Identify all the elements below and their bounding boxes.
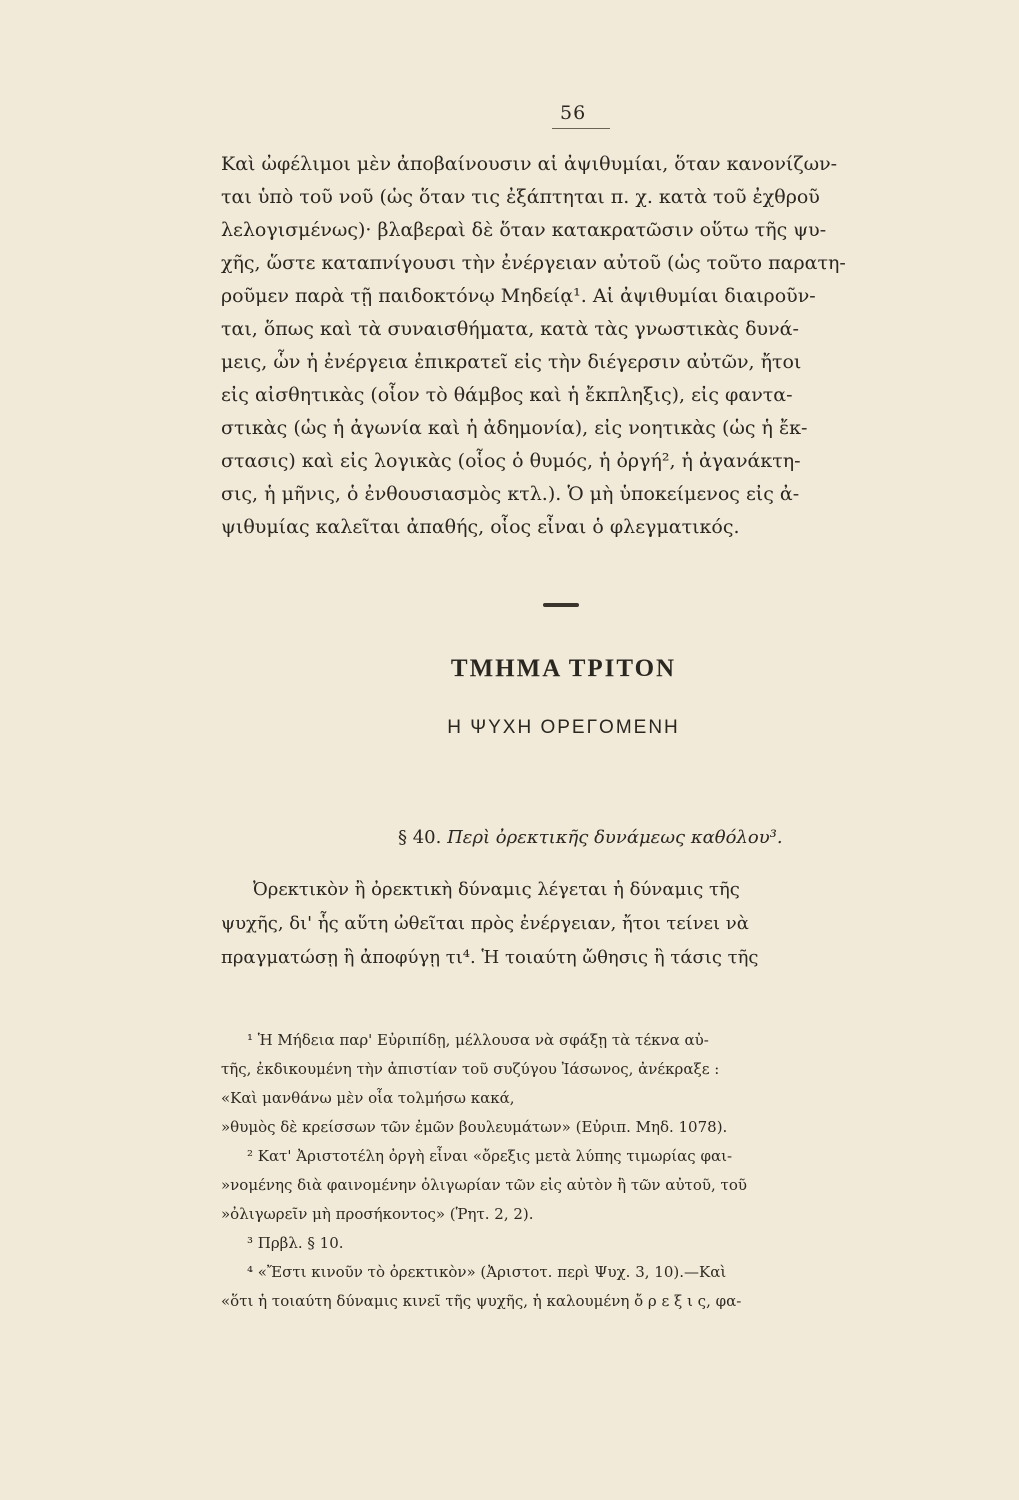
- section-subtitle: [0, 717, 1019, 739]
- body-text: [221, 148, 911, 544]
- footnote-line: »ὀλιγωρεῖν μὴ προσήκοντος» (Ῥητ. 2, 2).: [221, 1205, 534, 1223]
- paragraph-number: § 40.: [398, 827, 442, 848]
- text-line: ψιθυμίας καλεῖται ἀπαθής, οἷος εἶναι ὁ φλεγματικός.: [221, 516, 740, 538]
- footnotes: [221, 1026, 911, 1316]
- paragraph-heading: [398, 827, 783, 848]
- footnote-line: ¹ Ἡ Μήδεια παρ' Εὐριπίδῃ, μέλλουσα νὰ σφάξῃ τὰ τέκνα αὐ-: [247, 1031, 709, 1049]
- section-subtitle-text: Η ΨΥΧΗ ΟΡΕΓΟΜΕΝΗ: [447, 717, 680, 738]
- text-line: εἰς αἰσθητικὰς (οἷον τὸ θάμβος καὶ ἡ ἔκπληξις), εἰς φαντα-: [221, 384, 793, 406]
- text-line: μεις, ὧν ἡ ἐνέργεια ἐπικρατεῖ εἰς τὴν διέγερσιν αὐτῶν, ἤτοι: [221, 351, 802, 373]
- text-line: ται, ὅπως καὶ τὰ συναισθήματα, κατὰ τὰς γνωστικὰς δυνά-: [221, 318, 799, 340]
- footnote-line: »θυμὸς δὲ κρείσσων τῶν ἐμῶν βουλευμάτων» (Εὐριπ. Μηδ. 1078).: [221, 1118, 728, 1136]
- text-line: ροῦμεν παρὰ τῇ παιδοκτόνῳ Μηδείᾳ¹. Αἱ ἀψιθυμίαι διαιροῦν-: [221, 285, 816, 307]
- text-line: πραγματώσῃ ἢ ἀποφύγῃ τι⁴. Ἡ τοιαύτη ὤθησις ἢ τάσις τῆς: [221, 947, 759, 968]
- footnote-line: «Καὶ μανθάνω μὲν οἷα τολμήσω κακά,: [221, 1089, 515, 1107]
- page-number-rule: [552, 128, 610, 129]
- text-line: χῆς, ὥστε καταπνίγουσι τὴν ἐνέργειαν αὐτοῦ (ὡς τοῦτο παρατη-: [221, 252, 846, 274]
- page-number: 56: [560, 102, 587, 124]
- paragraph-title: Περὶ ὀρεκτικῆς δυνάμεως καθόλου³.: [447, 827, 783, 848]
- text-line: σις, ἡ μῆνις, ὁ ἐνθουσιασμὸς κτλ.). Ὁ μὴ ὑποκείμενος εἰς ἀ-: [221, 483, 800, 505]
- footnote-line: ² Κατ' Ἀριστοτέλη ὀργὴ εἶναι «ὄρεξις μετὰ λύπης τιμωρίας φαι-: [247, 1147, 733, 1165]
- footnote-line: ³ Πρβλ. § 10.: [247, 1234, 344, 1252]
- text-line: λελογισμένως)· βλαβεραὶ δὲ ὅταν κατακρατῶσιν οὕτω τῆς ψυ-: [221, 219, 827, 241]
- footnote-line: ⁴ «Ἔστι κινοῦν τὸ ὀρεκτικὸν» (Ἀριστοτ. περὶ Ψυχ. 3, 10).—Καὶ: [247, 1263, 727, 1281]
- footnote-line: τῆς, ἐκδικουμένη τὴν ἀπιστίαν τοῦ συζύγου Ἰάσωνος, ἀνέκραξε :: [221, 1060, 720, 1078]
- footnote-line: »νομένης διὰ φαινομένην ὀλιγωρίαν τῶν εἰς αὐτὸν ἢ τῶν αὐτοῦ, τοῦ: [221, 1176, 747, 1194]
- text-line: ψυχῆς, δι' ἧς αὕτη ὠθεῖται πρὸς ἐνέργειαν, ἤτοι τείνει νὰ: [221, 913, 749, 934]
- paragraph-text: [221, 873, 911, 975]
- section-title: [0, 655, 1019, 683]
- text-line: ται ὑπὸ τοῦ νοῦ (ὡς ὅταν τις ἐξάπτηται π. χ. κατὰ τοῦ ἐχθροῦ: [221, 186, 820, 208]
- text-line: Ὀρεκτικὸν ἢ ὀρεκτικὴ δύναμις λέγεται ἡ δύναμις τῆς: [253, 879, 740, 900]
- text-line: στικὰς (ὡς ἡ ἀγωνία καὶ ἡ ἀδημονία), εἰς νοητικὰς (ὡς ἡ ἔκ-: [221, 417, 808, 439]
- section-title-text: ΤΜΗΜΑ ΤΡΙΤΟΝ: [450, 655, 677, 682]
- footnote-line: «ὅτι ἡ τοιαύτη δύναμις κινεῖ τῆς ψυχῆς, ἡ καλουμένη ὄ ρ ε ξ ι ς, φα-: [221, 1292, 742, 1310]
- text-line: στασις) καὶ εἰς λογικὰς (οἷος ὁ θυμός, ἡ ὀργή², ἡ ἀγανάκτη-: [221, 450, 801, 472]
- text-line: Καὶ ὠφέλιμοι μὲν ἀποβαίνουσιν αἱ ἀψιθυμίαι, ὅταν κανονίζων-: [221, 153, 838, 175]
- section-ornament: [543, 603, 579, 607]
